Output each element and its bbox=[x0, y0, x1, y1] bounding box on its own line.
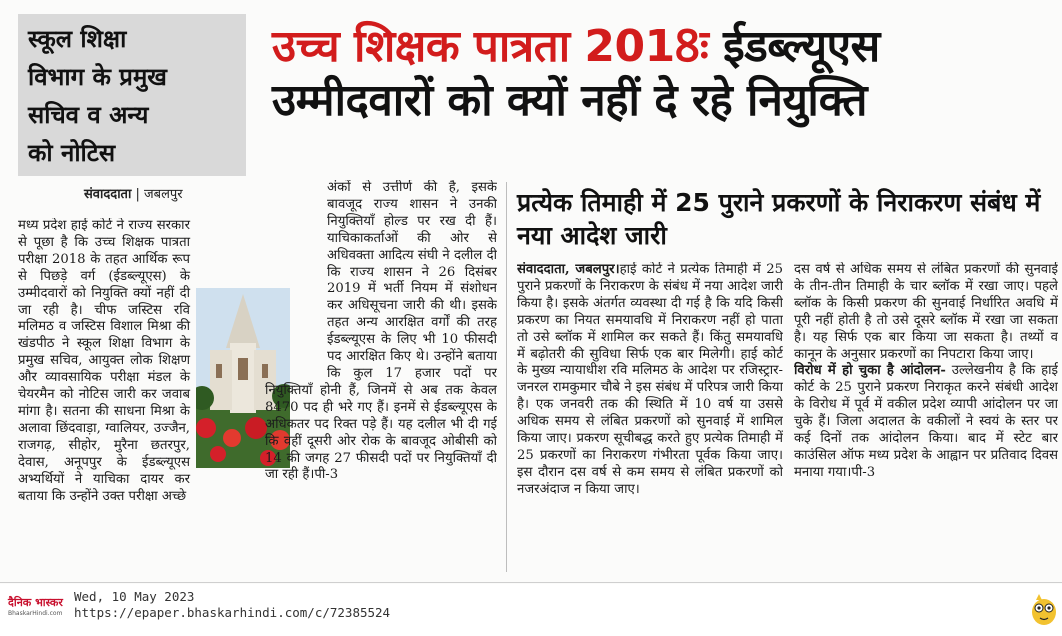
footer-url[interactable]: https://epaper.bhaskarhindi.com/c/72385524 bbox=[74, 605, 391, 620]
mascot-icon bbox=[1030, 590, 1058, 626]
column-4-text-b: उल्लेखनीय है कि हाई कोर्ट के 25 पुराने प्रकरण निराकृत करने संबंधी आदेश के विरोध में पूर्व में वकील प्रदेश व्यापी आंदोलन पर जा चुके हैं। जिला अदालत के वकीलों ने स्वयं के स्तर पर कई दिनों तक आंदोलन किया। बाद में स्टेट बार काउंसिल ऑफ मध्य प्रदेश के आह्वान पर प्रतिवाद दिवस मनाया गया।पी-3 bbox=[794, 363, 1058, 480]
article-column-2 bbox=[265, 180, 497, 572]
footer-divider bbox=[0, 582, 1062, 583]
main-headline-line2: उम्मीदवारों को क्यों नहीं दे रहे नियुक्ति bbox=[272, 75, 867, 126]
logo-subtext: BhaskarHindi.com bbox=[8, 610, 63, 617]
column-1-text: मध्य प्रदेश हाई कोर्ट ने राज्य सरकार से पूछा है कि उच्च शिक्षक पात्रता परीक्षा 2018 के तहत आर्थिक रूप से पिछड़े वर्ग (ईडब्ल्यूएस) के उम्मीदवारों को नियुक्ति क्यों नहीं दी जा रही है। चीफ जस्टिस रवि मलिमठ व जस्टिस विशाल मिश्रा की खंडपीठ ने स्कूल शिक्षा विभाग के प्रमुख सचिव, आयुक्त लोक शिक्षण और व्यावसायिक परीक्षा मंडल के चेयरमैन को नोटिस जारी कर जवाब मांगा है। सतना की साधना मिश्रा के अलावा छिंदवाड़ा, ग्वालियर, उज्जैन, राजगढ़, सीहोर, मुरैना छतरपुर, देवास, अनूपपुर के ईडब्ल्यूएस अभ्यर्थियों ने याचिका दायर कर बताया कि उन्होंने उक्त परीक्षा अच्छे bbox=[18, 218, 190, 504]
column-4-text-a: दस वर्ष से अधिक समय से लंबित प्रकरणों की सुनवाई के तीन-तीन तिमाही के चार ब्लॉक में रखा जाए। पहले ब्लॉक के किसी प्रकरण की सुनवाई निर्धारित अवधि में पूरी नहीं होती है तो उसे दूसरे ब्लॉक में रखा जा सकता है। यह सिर्फ एक बार किया जा सकता है। तथ्यों व कानून के अनुसार प्रकरणों का निपटारा किया जाए। bbox=[794, 262, 1058, 362]
left-byline: संवाददाता | जबलपुर bbox=[84, 187, 183, 202]
main-headline-red: उच्च शिक्षक पात्रता 2018ः bbox=[272, 21, 709, 72]
column-4-subhead: विरोध में हो चुका है आंदोलन- bbox=[794, 363, 946, 379]
footer-date: Wed, 10 May 2023 bbox=[74, 589, 195, 604]
article-column-4 bbox=[794, 262, 1058, 574]
bhaskar-logo bbox=[8, 596, 66, 622]
column-3-byline: संवाददाता, जबलपुर। bbox=[517, 262, 620, 277]
column-2-text: अंकों से उत्तीर्ण की है, इसके बावजूद राज्य शासन ने उनकी नियुक्तियाँ होल्ड पर रख दी हैं। याचिकाकर्ताओं की ओर से अधिवक्ता आदित्य संघी ने दलील दी कि राज्य शासन ने 26 दिसंबर 2019 में भर्ती नियम में संशोधन कर अधिसूचना जारी की थी। इसके तहत अन्य आरक्षित वर्गों की तरह ईडब्ल्यूएस के लिए भी 10 फीसदी पद आरक्षित किए थे। उन्होंने बताया कि कुल 17 हजार पदों पर नियुक्तियाँ होनी हैं, जिनमें से अब तक केवल 8470 पद ही भरे गए हैं। इनमें से ईडब्ल्यूएस के अधिकतर पद रिक्त पड़े हैं। यह दलील भी दी गई कि वहीं दूसरी ओर रोक के बावजूद ओबीसी को 14 की जगह 27 फीसदी पदों पर नियुक्तियाँ दी जा रही हैं।पी-3 bbox=[265, 180, 497, 483]
byline-reporter: संवाददाता bbox=[84, 187, 132, 202]
side-headline-box bbox=[18, 14, 246, 176]
logo-text: दैनिक भास्कर bbox=[8, 596, 63, 609]
side-headline-line: को नोटिस bbox=[28, 139, 116, 167]
side-headline-line: स्कूल शिक्षा bbox=[28, 25, 127, 53]
side-headline-line: सचिव व अन्य bbox=[28, 101, 149, 129]
main-headline-dark: ईडब्ल्यूएस bbox=[723, 21, 880, 72]
article-column-3 bbox=[517, 262, 783, 574]
byline-city: जबलपुर bbox=[144, 187, 183, 202]
main-headline bbox=[272, 20, 1052, 128]
second-headline: प्रत्येक तिमाही में 25 पुराने प्रकरणों के निराकरण संबंध में नया आदेश जारी bbox=[517, 188, 1041, 250]
column-divider bbox=[506, 182, 507, 572]
column-3-text: हाई कोर्ट ने प्रत्येक तिमाही में 25 पुराने प्रकरणों के निराकरण के संबंध में नया आदेश जारी किया है। इसके अंतर्गत व्यवस्था दी गई है कि यदि किसी प्रकरण का नियत समयावधि में निराकरण नहीं हो पाता तो उसे ब्लॉक में शामिल कर सकते हैं। किंतु समयावधि में बढ़ोतरी की सुविधा सिर्फ एक बार मिलेगी। हाई कोर्ट के मुख्य न्यायाधीश रवि मलिमठ के आदेश पर रजिस्ट्रार-जनरल रामकुमार चौबे ने इस संबंध में परिपत्र जारी किया है। एक जनवरी तक की स्थिति में 10 वर्ष या उससे अधिक समय से लंबित प्रकरणों को सुनवाई में शामिल किया जाए। प्रकरण सूचीबद्ध करते हुए प्रत्येक तिमाही में 25 प्रकरणों का निराकरण गंभीरता पूर्वक किया जाए। इस दौरान दस वर्ष से कम समय से लंबित प्रकरणों को नजरअंदाज न किया जाए। bbox=[517, 262, 783, 497]
side-headline-line: विभाग के प्रमुख bbox=[28, 63, 167, 91]
